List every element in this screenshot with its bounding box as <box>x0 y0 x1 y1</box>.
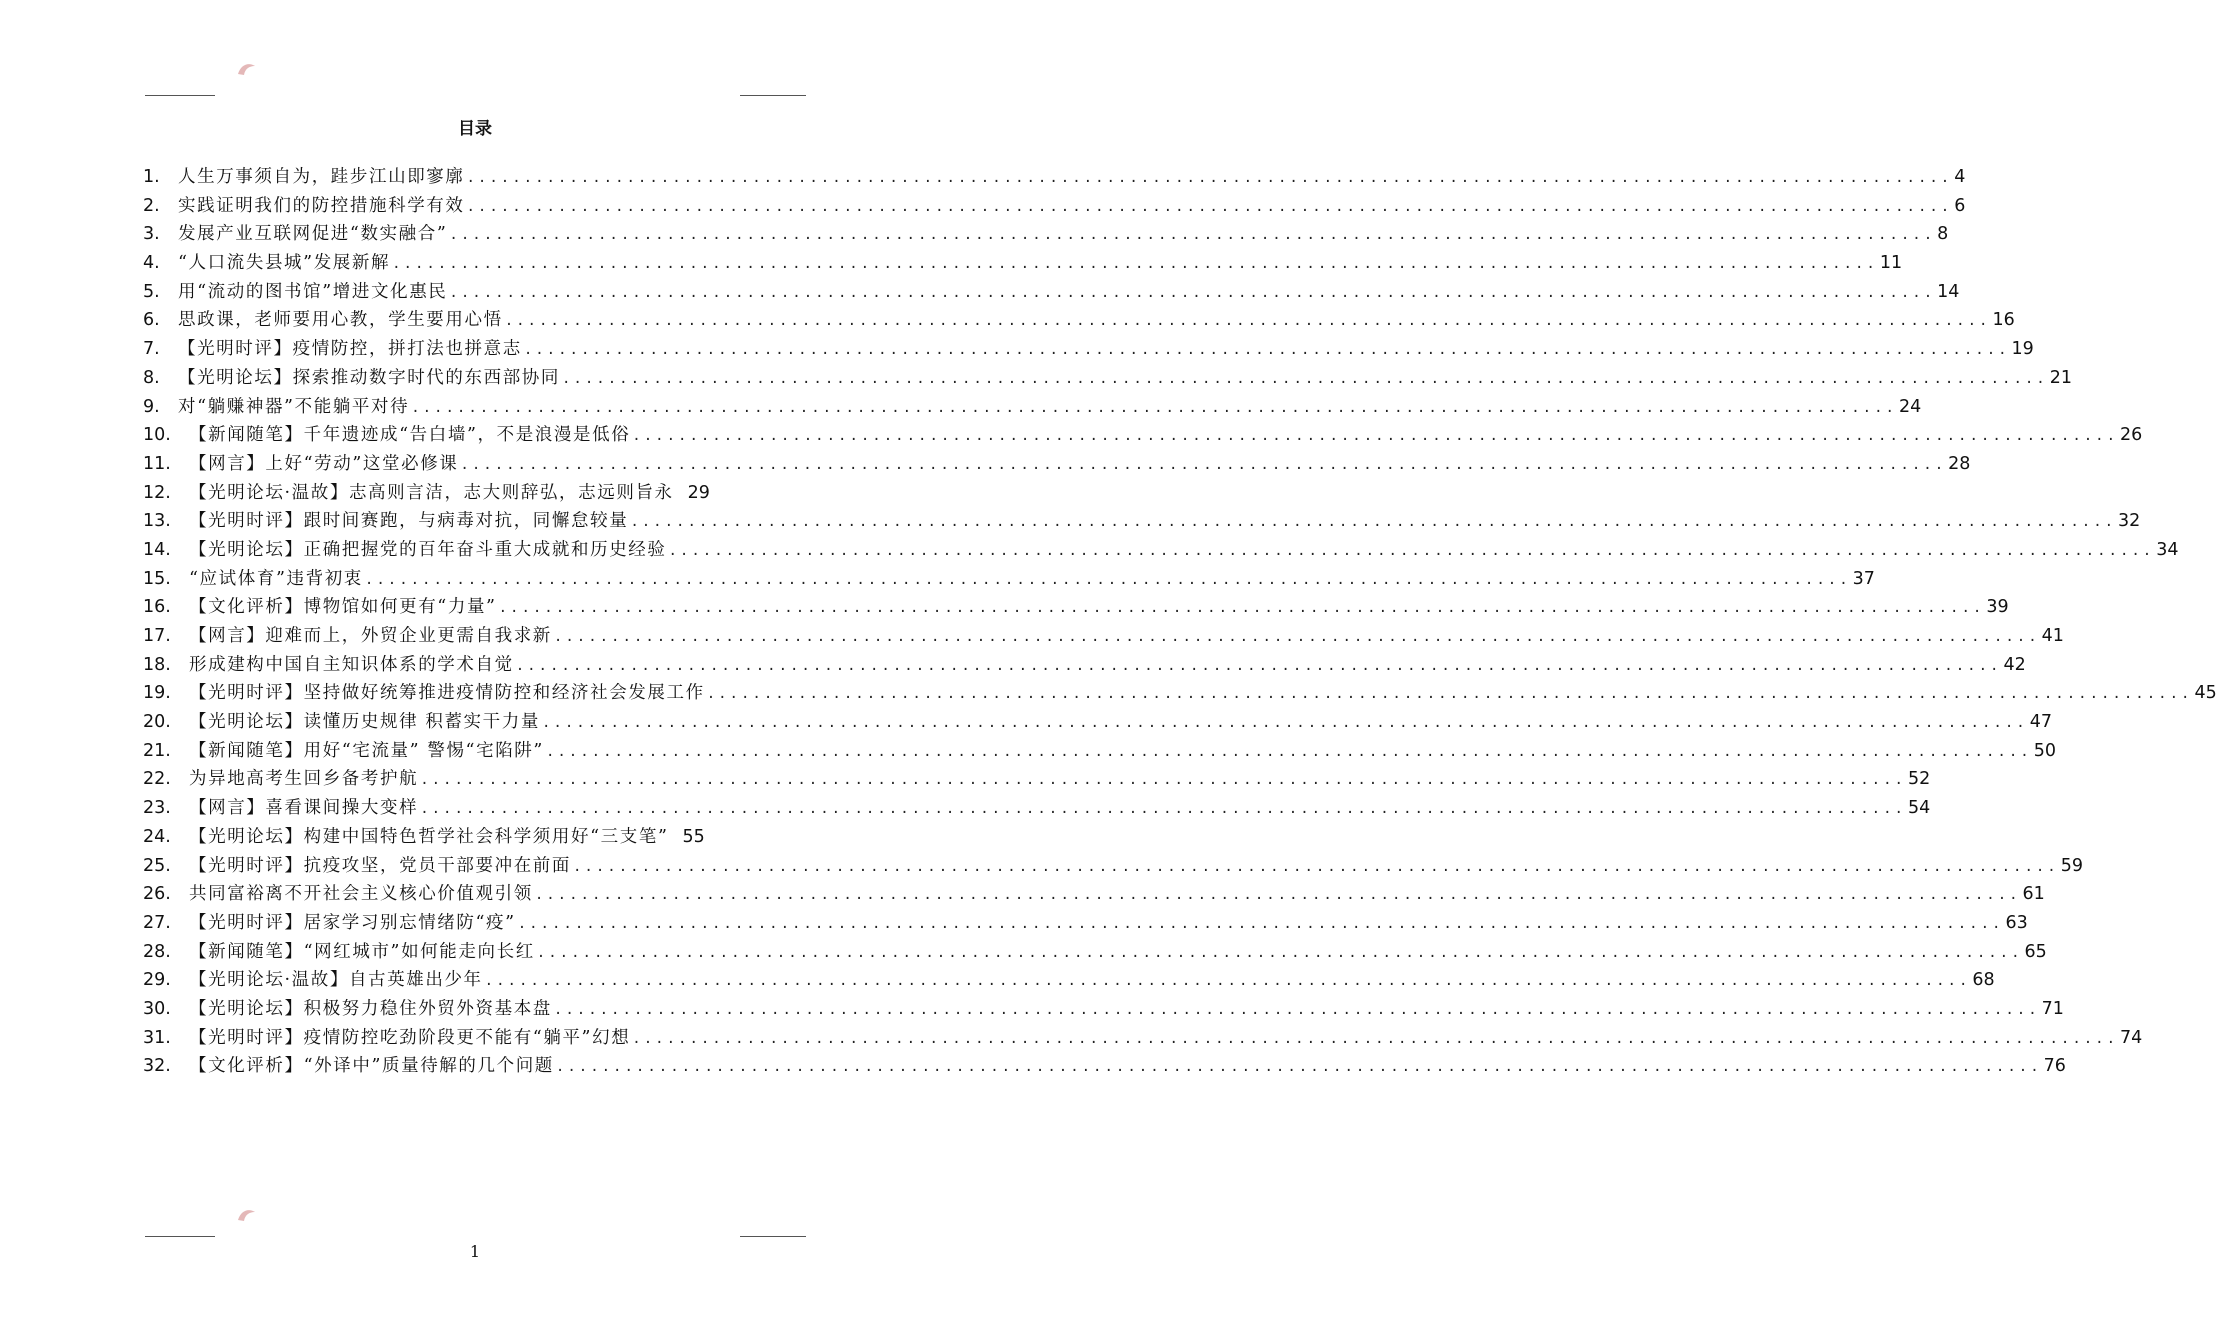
toc-entry-number: 15. <box>143 568 171 589</box>
toc-entry-page: 19 <box>2011 339 2034 360</box>
toc-entry[interactable] <box>143 966 1995 995</box>
toc-entry-title: 【光明论坛】正确把握党的百年奋斗重大成就和历史经验 <box>189 539 667 560</box>
toc-entry-page: 71 <box>2041 998 2064 1019</box>
toc-entry[interactable] <box>143 794 1931 823</box>
toc-dot-leader <box>392 256 1878 272</box>
toc-entry[interactable] <box>143 220 1949 249</box>
toc-entry-page: 65 <box>2024 941 2047 962</box>
toc-entry[interactable] <box>143 278 1960 307</box>
toc-dot-leader <box>499 600 1985 616</box>
toc-entry-number: 2. <box>143 195 160 216</box>
toc-entry[interactable] <box>143 679 2217 708</box>
toc-dot-leader <box>707 686 2193 702</box>
toc-entry-number: 29. <box>143 970 171 991</box>
toc-entry-title: 【光明时评】居家学习别忘情绪防“疫” <box>189 912 516 933</box>
toc-dot-leader <box>518 916 2004 932</box>
toc-entry-number: 20. <box>143 712 171 733</box>
toc-entry-page: 29 <box>687 482 710 503</box>
toc-dot-leader <box>554 629 2040 645</box>
toc-entry-number: 6. <box>143 310 160 331</box>
toc-dot-leader <box>669 543 2155 559</box>
toc-entry[interactable] <box>143 479 808 508</box>
toc-entry-page: 14 <box>1937 281 1960 302</box>
toc-entry-page: 6 <box>1954 195 1966 216</box>
toc-entry[interactable] <box>143 909 2028 938</box>
toc-entry[interactable] <box>143 823 808 852</box>
toc-entry-number: 26. <box>143 884 171 905</box>
toc-entry-number: 9. <box>143 396 160 417</box>
toc-entry-number: 5. <box>143 281 160 302</box>
toc-entry-title: 【新闻随笔】千年遗迹成“告白墙”，不是浪漫是低俗 <box>189 425 631 446</box>
toc-entry-page: 54 <box>1907 798 1931 819</box>
toc-dot-leader <box>524 342 2010 358</box>
toc-entry[interactable] <box>143 737 2056 766</box>
toc-entry-page: 59 <box>2060 855 2084 876</box>
toc-entry[interactable] <box>143 421 2143 450</box>
toc-entry[interactable] <box>143 163 1966 192</box>
toc-entry-page: 42 <box>2003 654 2026 675</box>
toc-entry-number: 3. <box>143 224 160 245</box>
toc-entry-title: 【光明论坛】探索推动数字时代的东西部协同 <box>178 367 560 388</box>
toc-entry[interactable] <box>143 536 2179 565</box>
toc-entry-title: 对“躺赚神器”不能躺平对待 <box>178 396 410 417</box>
toc-entry-title: 实践证明我们的防控措施科学有效 <box>178 195 465 216</box>
toc-entry-number: 18. <box>143 654 171 675</box>
toc-entry-page: 76 <box>2043 1056 2066 1077</box>
toc-entry[interactable] <box>143 192 1966 221</box>
toc-entry-page: 74 <box>2120 1027 2143 1048</box>
toc-entry-title: 【光明时评】疫情防控，拼打法也拼意志 <box>178 339 522 360</box>
toc-entry-number: 27. <box>143 912 171 933</box>
toc-entry-page: 24 <box>1898 396 1922 417</box>
toc-entry-title: “人口流失县城”发展新解 <box>178 253 391 274</box>
toc-entry-number: 8. <box>143 367 160 388</box>
toc-entry-number: 32. <box>143 1056 171 1077</box>
toc-dot-leader <box>411 400 1897 416</box>
toc-entry-number: 25. <box>143 855 171 876</box>
toc-entry[interactable] <box>143 708 2052 737</box>
toc-entry-title: 【光明时评】抗疫攻坚，党员干部要冲在前面 <box>189 855 571 876</box>
footer-rule-left <box>145 1236 215 1237</box>
footer-watermark <box>235 1206 715 1224</box>
toc-entry-number: 23. <box>143 798 171 819</box>
toc-dot-leader <box>420 801 1906 817</box>
toc-entry-title: “应试体育”违背初衷 <box>189 568 363 589</box>
toc-entry-page: 32 <box>2118 511 2141 532</box>
toc-entry-number: 14. <box>143 539 171 560</box>
toc-list <box>143 163 2217 1081</box>
toc-entry-title: 【光明时评】疫情防控吃劲阶段更不能有“躺平”幻想 <box>189 1027 631 1048</box>
toc-entry-title: 思政课，老师要用心教，学生要用心悟 <box>178 310 503 331</box>
toc-dot-leader <box>562 371 2048 387</box>
toc-entry-title: 【新闻随笔】“网红城市”如何能走向长红 <box>189 941 535 962</box>
toc-entry-number: 22. <box>143 769 171 790</box>
footer-rule-right <box>740 1236 806 1237</box>
toc-entry-number: 4. <box>143 253 160 274</box>
toc-entry-page: 45 <box>2194 683 2217 704</box>
toc-entry[interactable] <box>143 306 2015 335</box>
toc-entry-title: 发展产业互联网促进“数实融合” <box>178 224 448 245</box>
toc-dot-leader <box>554 1002 2040 1018</box>
toc-entry[interactable] <box>143 765 1931 794</box>
toc-entry[interactable] <box>143 565 1875 594</box>
toc-entry[interactable] <box>143 622 2064 651</box>
toc-dot-leader <box>546 744 2032 760</box>
toc-entry-title: 【网言】喜看课间操大变样 <box>189 798 419 819</box>
toc-entry-page: 68 <box>1972 970 1995 991</box>
toc-title: 目录 <box>458 119 492 139</box>
toc-dot-leader <box>535 887 2021 903</box>
toc-entry-number: 28. <box>143 941 171 962</box>
toc-entry-title: 【光明论坛】读懂历史规律 积蓄实干力量 <box>189 712 540 733</box>
header-watermark <box>235 60 715 78</box>
toc-entry-title: 【光明时评】坚持做好统筹推进疫情防控和经济社会发展工作 <box>189 683 705 704</box>
toc-entry-number: 13. <box>143 511 171 532</box>
toc-entry-page: 21 <box>2049 367 2073 388</box>
toc-entry-title: 用“流动的图书馆”增进文化惠民 <box>178 281 448 302</box>
toc-entry-page: 28 <box>1948 453 1971 474</box>
toc-entry-page: 52 <box>1907 769 1931 790</box>
toc-entry-page: 26 <box>2120 425 2143 446</box>
toc-dot-leader <box>467 170 1953 186</box>
toc-dot-leader <box>542 715 2028 731</box>
toc-entry-number: 17. <box>143 626 171 646</box>
toc-entry-number: 24. <box>143 826 171 847</box>
toc-entry[interactable] <box>143 364 2073 393</box>
toc-dot-leader <box>632 428 2118 444</box>
toc-entry-number: 21. <box>143 740 171 761</box>
toc-entry-page: 39 <box>1986 597 2009 618</box>
watermark-logo-icon <box>235 1206 259 1224</box>
toc-entry[interactable] <box>143 880 2045 909</box>
toc-dot-leader <box>537 945 2023 961</box>
toc-entry[interactable] <box>143 1052 2066 1081</box>
toc-entry-number: 11. <box>143 453 171 474</box>
header-rule-left <box>145 95 215 96</box>
toc-dot-leader <box>516 658 2002 674</box>
toc-entry-page: 63 <box>2005 912 2028 933</box>
toc-entry-page: 47 <box>2029 712 2052 733</box>
toc-entry-title: 人生万事须自为，跬步江山即寥廓 <box>178 167 465 187</box>
toc-entry-title: 【网言】迎难而上，外贸企业更需自我求新 <box>189 626 552 646</box>
toc-entry-number: 16. <box>143 597 171 618</box>
toc-dot-leader <box>365 572 1851 588</box>
toc-entry[interactable] <box>143 651 2026 680</box>
toc-entry-page: 61 <box>2022 884 2045 905</box>
toc-entry-page: 55 <box>682 826 705 847</box>
toc-entry-number: 10. <box>143 425 171 446</box>
toc-entry[interactable] <box>143 1024 2143 1053</box>
toc-entry[interactable] <box>143 450 1971 479</box>
toc-entry[interactable] <box>143 393 1922 422</box>
toc-entry-title: 【光明论坛·温故】志高则言洁，志大则辞弘，志远则旨永 <box>189 482 674 503</box>
toc-entry-title: 为异地高考生回乡备考护航 <box>189 769 419 790</box>
toc-entry-title: 【文化评析】博物馆如何更有“力量” <box>189 597 497 618</box>
toc-entry-number: 19. <box>143 683 171 704</box>
toc-entry-title: 【新闻随笔】用好“宅流量” 警惕“宅陷阱” <box>189 740 544 761</box>
toc-entry-title: 形成建构中国自主知识体系的学术自觉 <box>189 654 514 675</box>
toc-dot-leader <box>449 285 1935 301</box>
toc-entry-title: 【光明论坛】构建中国特色哲学社会科学须用好“三支笔” <box>189 826 669 847</box>
toc-dot-leader <box>573 859 2059 875</box>
page-number: 1 <box>469 1242 481 1261</box>
toc-entry[interactable] <box>143 249 1903 278</box>
toc-entry-title: 【光明论坛】积极努力稳住外贸外资基本盘 <box>189 998 552 1019</box>
toc-entry[interactable] <box>143 507 2141 536</box>
toc-entry-title: 【文化评析】“外译中”质量待解的几个问题 <box>189 1056 554 1077</box>
toc-entry[interactable] <box>143 593 2009 622</box>
toc-entry-number: 30. <box>143 998 171 1019</box>
toc-entry[interactable] <box>143 852 2084 881</box>
toc-dot-leader <box>632 1031 2118 1047</box>
toc-entry-page: 37 <box>1852 568 1875 589</box>
toc-entry-number: 7. <box>143 339 160 360</box>
toc-dot-leader <box>460 457 1946 473</box>
toc-dot-leader <box>449 227 1935 243</box>
toc-entry-page: 8 <box>1937 224 1949 245</box>
toc-entry-title: 【网言】上好“劳动”这堂必修课 <box>189 453 459 474</box>
toc-dot-leader <box>630 514 2116 530</box>
toc-entry-page: 41 <box>2041 626 2064 646</box>
toc-entry[interactable] <box>143 938 2047 967</box>
toc-entry-title: 【光明时评】跟时间赛跑，与病毒对抗，同懈怠较量 <box>189 511 629 532</box>
toc-entry-page: 11 <box>1879 253 1903 274</box>
toc-entry-page: 4 <box>1954 167 1966 187</box>
toc-entry-title: 【光明论坛·温故】自古英雄出少年 <box>189 970 483 991</box>
toc-entry-number: 31. <box>143 1027 171 1048</box>
toc-entry[interactable] <box>143 335 2034 364</box>
toc-dot-leader <box>467 199 1953 215</box>
toc-dot-leader <box>420 772 1906 788</box>
toc-dot-leader <box>505 313 1991 329</box>
watermark-logo-icon <box>235 60 259 78</box>
toc-dot-leader <box>485 973 1971 989</box>
toc-entry-page: 16 <box>1992 310 2015 331</box>
toc-entry-page: 34 <box>2156 539 2179 560</box>
toc-entry-title: 共同富裕离不开社会主义核心价值观引领 <box>189 884 533 905</box>
header-rule-right <box>740 95 806 96</box>
toc-entry-number: 12. <box>143 482 171 503</box>
toc-entry[interactable] <box>143 995 2064 1024</box>
toc-entry-page: 50 <box>2033 740 2056 761</box>
toc-entry-number: 1. <box>143 167 160 187</box>
toc-dot-leader <box>556 1059 2042 1075</box>
